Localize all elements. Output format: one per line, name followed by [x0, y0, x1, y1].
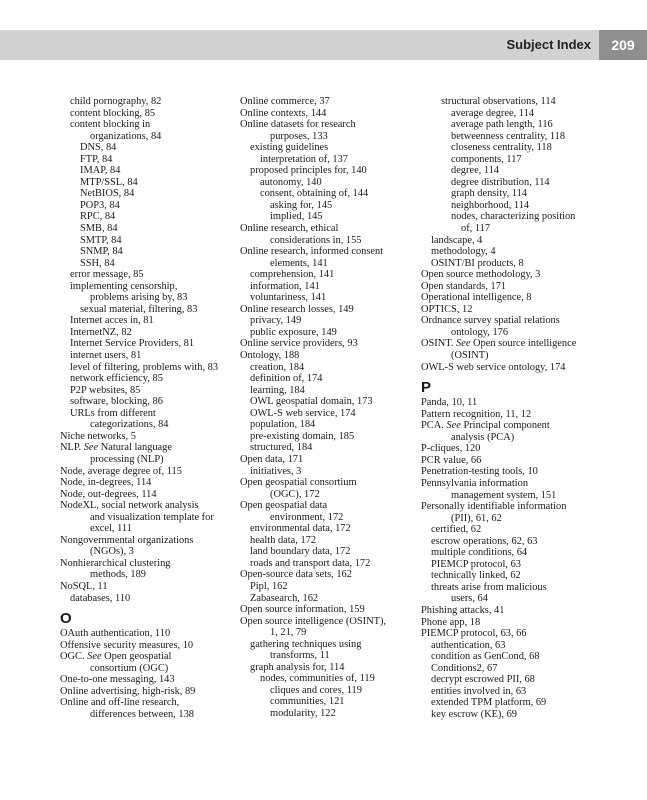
- index-subentry: sexual material, filtering, 83: [80, 303, 198, 315]
- index-column-2: [240, 96, 418, 720]
- index-subentry: content blocking, 85: [70, 107, 156, 119]
- index-subentry: categorizations, 84: [90, 419, 169, 431]
- index-subentry: SMTP, 84: [80, 234, 122, 246]
- index-subentry: (OGC), 172: [270, 488, 320, 500]
- index-entry: PIEMCP protocol, 63, 66: [421, 628, 527, 640]
- index-subentry: child pornography, 82: [70, 96, 162, 107]
- index-subentry: technically linked, 62: [431, 570, 521, 582]
- page-number: 209: [599, 30, 647, 60]
- index-subentry: initiatives, 3: [250, 465, 302, 477]
- see-reference: See: [456, 338, 471, 350]
- index-entry: NodeXL, social network analysis: [60, 500, 199, 512]
- index-entry: One-to-one messaging, 143: [60, 674, 175, 686]
- index-subentry: definition of, 174: [250, 373, 323, 385]
- index-subentry: (PII), 61, 62: [451, 512, 502, 524]
- index-subentry: environment, 172: [270, 511, 344, 523]
- index-entry: [421, 338, 601, 350]
- index-subentry: implementing censorship,: [70, 280, 178, 292]
- index-subentry: extended TPM platform, 69: [431, 697, 547, 709]
- index-subentry: analysis (PCA): [451, 431, 515, 443]
- index-entry: [421, 420, 601, 432]
- index-entry: [60, 442, 230, 454]
- index-subentry: information, 141: [250, 280, 320, 292]
- index-subentry: modularity, 122: [270, 707, 336, 719]
- see-target: Principal component: [460, 420, 550, 432]
- index-subentry: comprehension, 141: [250, 269, 335, 281]
- index-subentry: of, 117: [461, 223, 491, 235]
- index-entry: Offensive security measures, 10: [60, 639, 194, 651]
- index-subentry: DNS, 84: [80, 142, 117, 154]
- index-subentry: level of filtering, problems with, 83: [70, 361, 219, 373]
- index-entry: Online contexts, 144: [240, 107, 327, 119]
- index-entry: Node, in-degrees, 114: [60, 477, 152, 489]
- index-subentry: decrypt escrowed PII, 68: [431, 674, 535, 686]
- index-subentry: Zabasearch, 162: [250, 592, 319, 604]
- index-subentry: IMAP, 84: [80, 165, 121, 177]
- index-entry: Online and off-line research,: [60, 697, 180, 709]
- index-subentry: average degree, 114: [451, 107, 534, 119]
- index-subentry: proposed principles for, 140: [250, 165, 367, 177]
- index-subentry: existing guidelines: [250, 142, 329, 154]
- index-entry: Online commerce, 37: [240, 96, 330, 107]
- index-subentry: considerations in, 155: [270, 234, 362, 246]
- index-entry: Open standards, 171: [421, 280, 507, 292]
- index-entry: Online research, informed consent: [240, 246, 384, 258]
- index-subentry: differences between, 138: [90, 708, 194, 720]
- index-subentry: problems arising by, 83: [90, 292, 188, 304]
- index-subentry: multiple conditions, 64: [431, 547, 528, 559]
- index-entry: Pattern recognition, 11, 12: [421, 408, 532, 420]
- index-subentry: OWL-S web service, 174: [250, 407, 356, 419]
- index-subentry: MTP/SSL, 84: [80, 176, 138, 188]
- index-subentry: Conditions2, 67: [431, 662, 498, 674]
- index-entry: P-cliques, 120: [421, 443, 481, 455]
- index-subentry: management system, 151: [451, 489, 557, 501]
- index-subentry: SNMP, 84: [80, 246, 123, 258]
- index-subentry: structured, 184: [250, 442, 313, 454]
- index-subentry: degree, 114: [451, 165, 500, 177]
- index-subentry: transforms, 11: [270, 650, 330, 662]
- index-entry: Ordnance survey spatial relations: [421, 315, 560, 327]
- index-subentry: NetBIOS, 84: [80, 188, 135, 200]
- index-subentry: environmental data, 172: [250, 523, 351, 535]
- index-subentry: consent, obtaining of, 144: [260, 188, 369, 200]
- entry-term: NLP.: [60, 442, 84, 454]
- running-header: [0, 30, 647, 60]
- index-subentry: landscape, 4: [431, 234, 483, 246]
- index-subentry: asking for, 145: [270, 199, 333, 211]
- entry-term: PCA.: [421, 420, 447, 432]
- index-subentry: OSINT/BI products, 8: [431, 257, 524, 269]
- index-subentry: structural observations, 114: [441, 96, 556, 107]
- index-entry: Open geospatial data: [240, 500, 328, 512]
- index-subentry: privacy, 149: [250, 315, 302, 327]
- index-subentry: communities, 121: [270, 696, 345, 708]
- index-subentry: methodology, 4: [431, 246, 496, 258]
- index-subentry: key escrow (KE), 69: [431, 708, 517, 720]
- index-entry: Niche networks, 5: [60, 430, 136, 442]
- index-subentry: methods, 189: [90, 569, 146, 581]
- index-entry: Online service providers, 93: [240, 338, 358, 350]
- index-subentry: InternetNZ, 82: [70, 326, 132, 338]
- index-entry: OWL-S web service ontology, 174: [421, 361, 566, 373]
- index-subentry: organizations, 84: [90, 130, 162, 142]
- entry-term: OGC.: [60, 651, 88, 663]
- index-entry: NoSQL, 11: [60, 580, 108, 592]
- index-subentry: pre-existing domain, 185: [250, 430, 355, 442]
- index-subentry: 1, 21, 79: [270, 627, 307, 639]
- index-subentry: purposes, 133: [270, 130, 328, 142]
- index-subentry: content blocking in: [70, 119, 151, 131]
- index-entry: [60, 651, 230, 663]
- index-subentry: internet users, 81: [70, 350, 142, 362]
- index-subentry: authentication, 63: [431, 639, 506, 651]
- index-subentry: degree distribution, 114: [451, 176, 550, 188]
- index-subentry: (OSINT): [451, 350, 489, 362]
- index-subentry: processing (NLP): [90, 453, 164, 465]
- index-subentry: learning, 184: [250, 384, 305, 396]
- index-entry: Operational intelligence, 8: [421, 292, 532, 304]
- index-entry: OPTICS, 12: [421, 303, 473, 315]
- index-entry: Open source methodology, 3: [421, 269, 541, 281]
- index-subentry: error message, 85: [70, 269, 144, 281]
- index-entry: Open source information, 159: [240, 604, 365, 616]
- index-subentry: PIEMCP protocol, 63: [431, 558, 521, 570]
- index-subentry: Internet Service Providers, 81: [70, 338, 195, 350]
- index-subentry: interpretation of, 137: [260, 153, 349, 165]
- index-subentry: creation, 184: [250, 361, 305, 373]
- index-subentry: RPC, 84: [80, 211, 116, 223]
- index-subentry: threats arise from malicious: [431, 581, 547, 593]
- index-subentry: graph density, 114: [451, 188, 527, 200]
- index-column-3: [421, 96, 601, 720]
- index-subentry: elements, 141: [270, 257, 328, 269]
- index-subentry: POP3, 84: [80, 199, 120, 211]
- index-entry: Node, out-degrees, 114: [60, 488, 157, 500]
- index-entry: Panda, 10, 11: [421, 397, 478, 409]
- index-letter-heading: O: [60, 610, 72, 628]
- index-subentry: graph analysis for, 114: [250, 661, 345, 673]
- index-entry: Open source intelligence (OSINT),: [240, 615, 386, 627]
- index-entry: Online datasets for research: [240, 119, 356, 131]
- running-title: Subject Index: [506, 37, 591, 52]
- index-subentry: consortium (OGC): [90, 662, 169, 674]
- index-subentry: OWL geospatial domain, 173: [250, 396, 373, 408]
- index-subentry: betweenness centrality, 118: [451, 130, 566, 142]
- index-subentry: neighborhood, 114: [451, 199, 530, 211]
- index-subentry: URLs from different: [70, 407, 156, 419]
- entry-term: OSINT.: [421, 338, 457, 350]
- index-subentry: ontology, 176: [451, 326, 509, 338]
- index-entry: Open-source data sets, 162: [240, 569, 352, 581]
- index-entry: Nonhierarchical clustering: [60, 557, 171, 569]
- index-subentry: Internet acces in, 81: [70, 315, 154, 327]
- index-entry: Open geospatial consortium: [240, 477, 357, 489]
- index-subentry: and visualization template for: [90, 511, 214, 523]
- index-subentry: land boundary data, 172: [250, 546, 351, 558]
- index-entry: Personally identifiable information: [421, 501, 567, 513]
- index-subentry: roads and transport data, 172: [250, 557, 371, 569]
- index-entry: Online research losses, 149: [240, 303, 354, 315]
- index-entry: Phishing attacks, 41: [421, 604, 505, 616]
- index-subentry: entities involved in, 63: [431, 685, 527, 697]
- index-entry: PCR value, 66: [421, 454, 482, 466]
- index-subentry: gathering techniques using: [250, 638, 362, 650]
- see-target: Natural language: [98, 442, 172, 454]
- index-subentry: SSH, 84: [80, 257, 115, 269]
- see-reference: See: [83, 442, 99, 454]
- index-letter-heading: P: [421, 379, 432, 397]
- index-subentry: implied, 145: [270, 211, 323, 223]
- index-entry: Online research, ethical: [240, 223, 339, 235]
- index-subentry: condition as GenCond, 68: [431, 651, 540, 663]
- see-reference: See: [87, 651, 102, 663]
- index-subentry: escrow operations, 62, 63: [431, 535, 538, 547]
- index-entry: Penetration-testing tools, 10: [421, 466, 538, 478]
- index-entry: Open data, 171: [240, 453, 304, 465]
- index-subentry: P2P websites, 85: [70, 384, 141, 396]
- index-entry: Phone app, 18: [421, 616, 481, 628]
- index-subentry: components, 117: [451, 153, 522, 165]
- index-subentry: FTP, 84: [80, 153, 113, 165]
- index-entry: Ontology, 188: [240, 350, 300, 362]
- index-subentry: network efficiency, 85: [70, 373, 163, 385]
- index-subentry: population, 184: [250, 419, 316, 431]
- index-entry: OAuth authentication, 110: [60, 628, 171, 640]
- index-subentry: nodes, characterizing position: [451, 211, 576, 223]
- index-subentry: cliques and cores, 119: [270, 684, 362, 696]
- index-subentry: certified, 62: [431, 524, 482, 536]
- index-subentry: nodes, communities of, 119: [260, 673, 375, 685]
- index-subentry: Pipl, 162: [250, 580, 288, 592]
- index-entry: Node, average degree of, 115: [60, 465, 182, 477]
- index-subentry: health data, 172: [250, 534, 317, 546]
- index-subentry: public exposure, 149: [250, 326, 337, 338]
- index-subentry: databases, 110: [70, 592, 131, 604]
- index-subentry: autonomy, 140: [260, 176, 322, 188]
- index-entry: Pennsylvania information: [421, 477, 529, 489]
- index-subentry: SMB, 84: [80, 223, 118, 235]
- index-entry: Nongovernmental organizations: [60, 534, 194, 546]
- index-subentry: voluntariness, 141: [250, 292, 327, 304]
- see-target: Open geospatial: [101, 651, 172, 663]
- index-entry: Online advertising, high-risk, 89: [60, 685, 196, 697]
- index-column-1: [60, 96, 230, 720]
- index-subentry: closeness centrality, 118: [451, 142, 552, 154]
- index-subentry: software, blocking, 86: [70, 396, 163, 408]
- index-subentry: (NGOs), 3: [90, 546, 134, 558]
- index-subentry: average path length, 116: [451, 119, 553, 131]
- see-target: Open source intelligence: [470, 338, 577, 350]
- index-subentry: users, 64: [451, 593, 488, 605]
- see-reference: See: [446, 420, 461, 432]
- index-subentry: excel, 111: [90, 523, 132, 535]
